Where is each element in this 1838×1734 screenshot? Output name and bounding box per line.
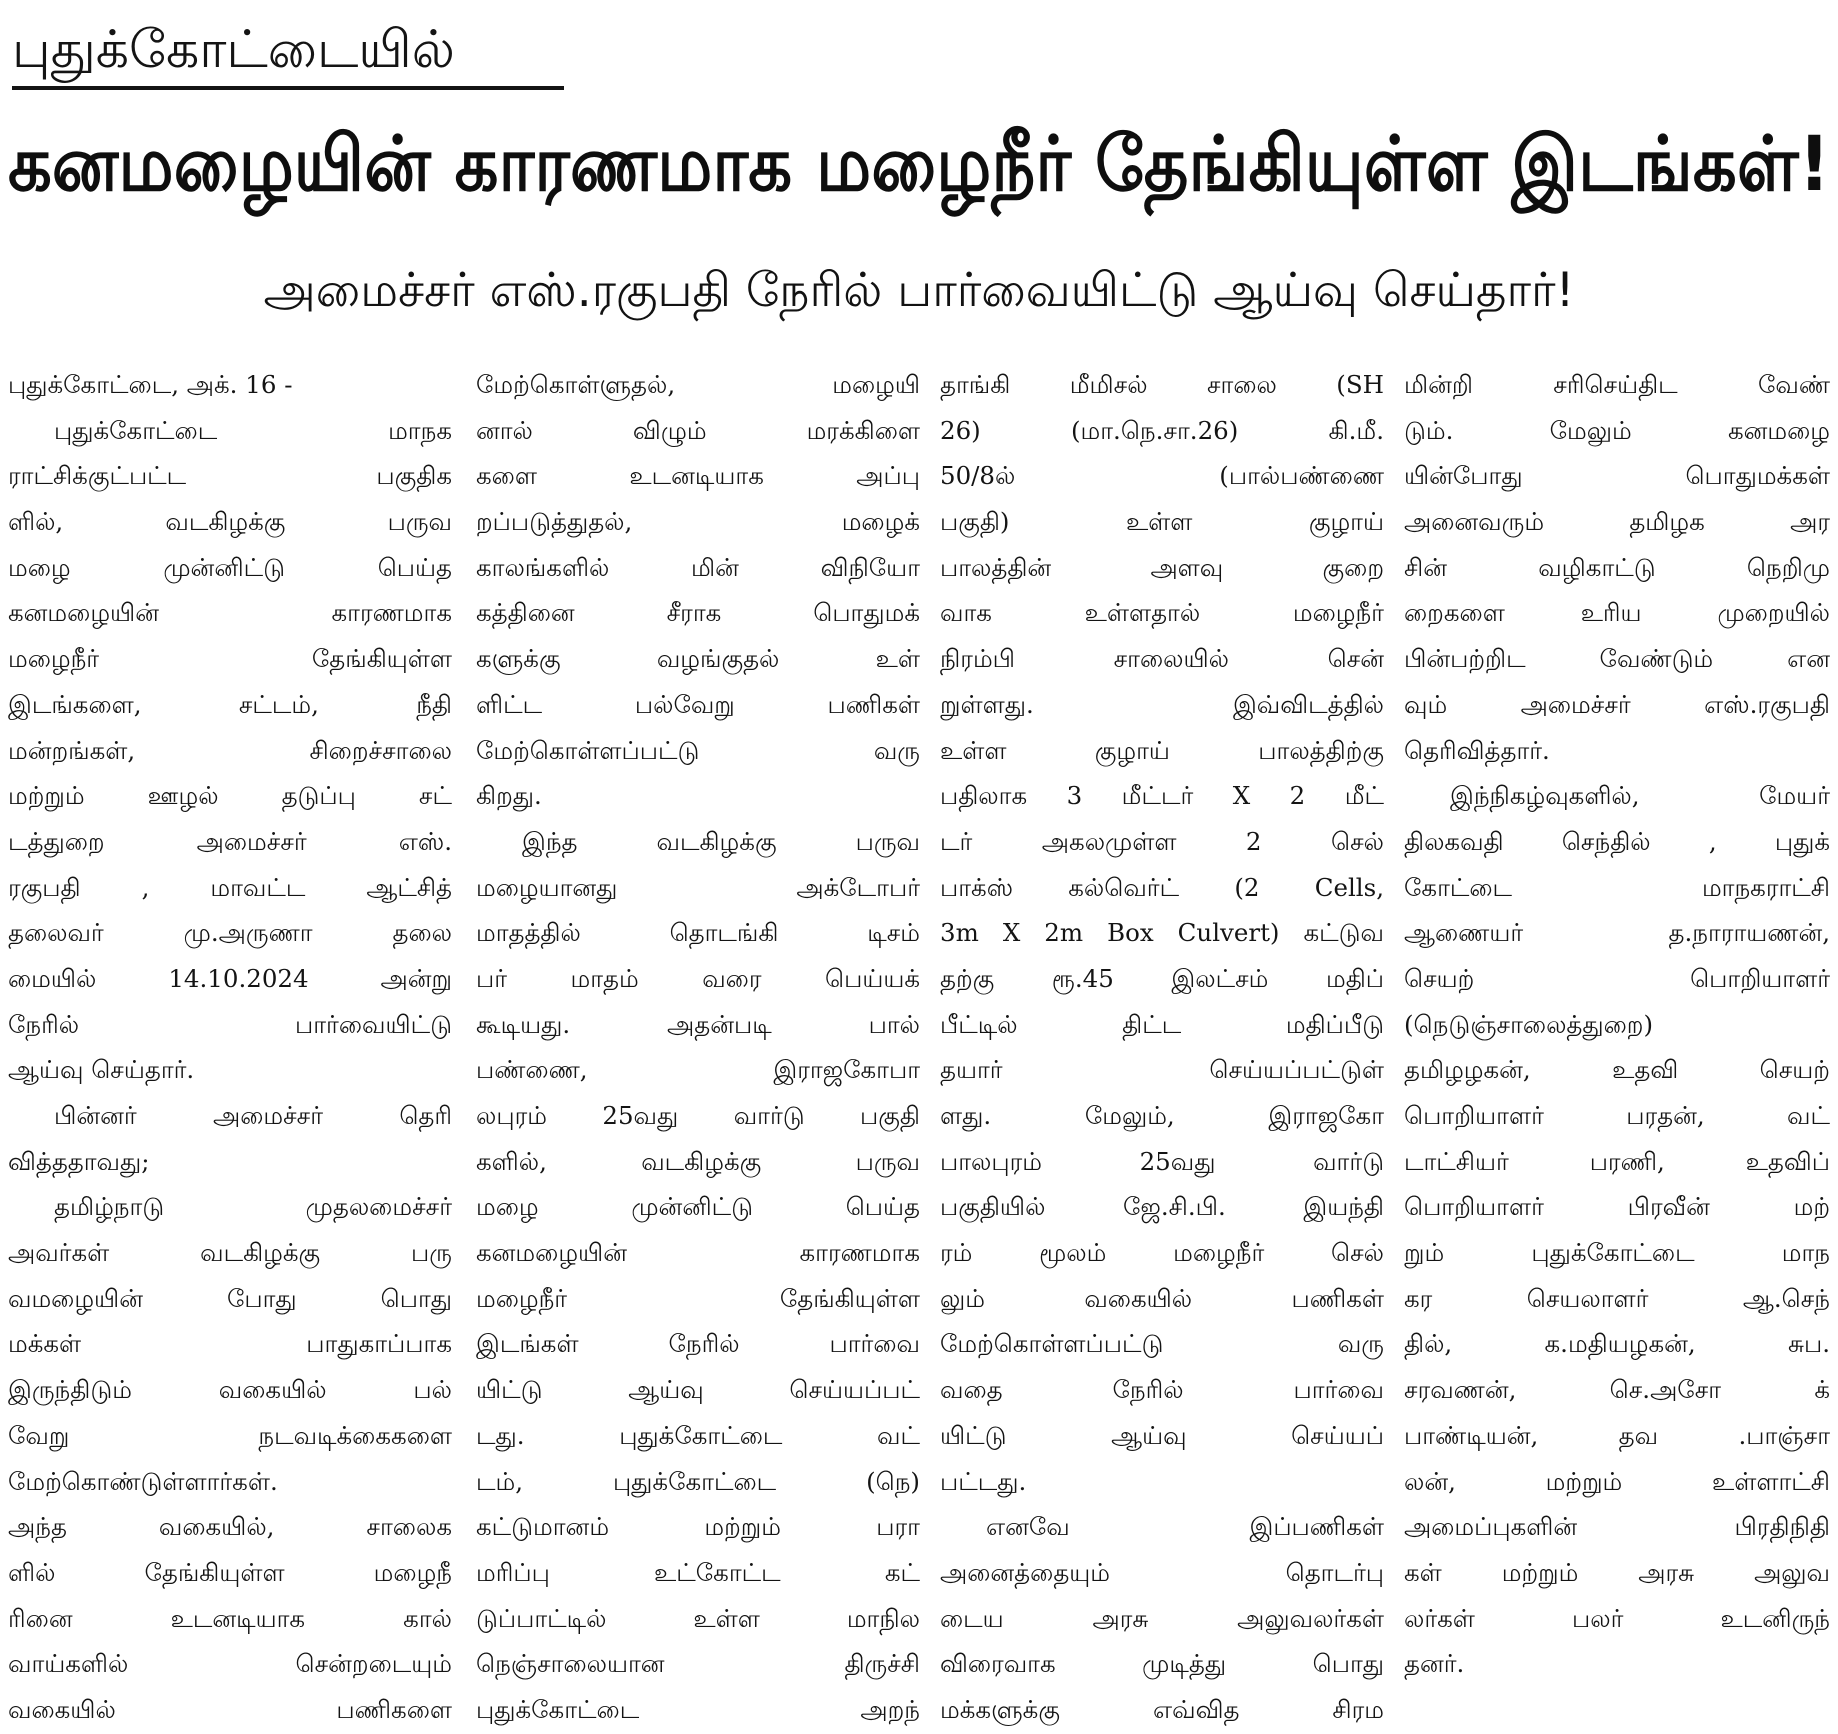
article-line: சரவணன், செ.அசோ க் — [1404, 1375, 1830, 1405]
article-line: வித்ததாவது; — [8, 1146, 150, 1176]
article-line: மேற்கொள்ளப்பட்டு வரு — [476, 735, 920, 765]
article-line: மன்றங்கள், சிறைச்சாலை — [8, 735, 452, 765]
article-line: 3m X 2m Box Culvert) கட்டுவ — [940, 918, 1384, 948]
article-line: எனவே இப்பணிகள் — [986, 1512, 1384, 1542]
article-line: தில், க.மதியழகன், சுப. — [1404, 1329, 1830, 1359]
article-line: லும் வகையில் பணிகள் — [940, 1283, 1384, 1313]
article-line: பொறியாளர் பரதன், வட் — [1404, 1101, 1830, 1130]
article-column-3 — [940, 362, 1384, 1734]
article-line: ளிட்ட பல்வேறு பணிகள் — [476, 689, 920, 719]
article-line: அனைவரும் தமிழக அர — [1404, 507, 1830, 537]
article-line: தலைவர் மு.அருணா தலை — [8, 918, 452, 948]
article-line: மக்கள் பாதுகாப்பாக — [8, 1329, 452, 1359]
article-line: கனமழையின் காரணமாக — [8, 598, 452, 628]
article-line: றைகளை உரிய முறையில் — [1404, 598, 1830, 628]
article-line: யிட்டு ஆய்வு செய்யப்பட் — [476, 1375, 920, 1405]
article-line: லர்கள் பலர் உடனிருந் — [1404, 1603, 1830, 1633]
article-line: ரினை உடனடியாக கால் — [8, 1603, 452, 1633]
article-line: பாண்டியன், தவ .பாஞ்சா — [1404, 1420, 1830, 1450]
article-line: மாதத்தில் தொடங்கி டிசம் — [476, 918, 920, 948]
article-line: களுக்கு வழங்குதல் உள் — [476, 644, 920, 674]
article-line: புதுக்கோட்டை மாநக — [54, 415, 452, 445]
article-column-4 — [1404, 362, 1830, 1734]
article-line: மழைநீர் தேங்கியுள்ள — [8, 644, 452, 674]
article-line: றப்படுத்துதல், மழைக் — [476, 507, 920, 537]
article-line: நெஞ்சாலையான திருச்சி — [476, 1649, 920, 1679]
article-line: புதுக்கோட்டை அறந் — [476, 1694, 920, 1724]
article-line: மரிப்பு உட்கோட்ட கட் — [476, 1557, 920, 1587]
article-line: மேற்கொள்ளுதல், மழையி — [476, 370, 920, 399]
article-line: கட்டுமானம் மற்றும் பரா — [476, 1512, 920, 1542]
article-line: விரைவாக முடித்து பொது — [940, 1649, 1384, 1679]
article-line: வாக உள்ளதால் மழைநீர் — [940, 598, 1384, 628]
article-line: இடங்களை, சட்டம், நீதி — [8, 689, 452, 719]
article-line: சின் வழிகாட்டு நெறிமு — [1404, 552, 1830, 582]
article-line: தற்கு ரூ.45 இலட்சம் மதிப் — [940, 963, 1384, 993]
article-line: பதிலாக 3 மீட்டர் X 2 மீட் — [940, 781, 1384, 811]
article-line: பகுதி) உள்ள குழாய் — [940, 507, 1384, 537]
article-line: இடங்கள் நேரில் பார்வை — [476, 1329, 920, 1359]
article-line: ளில், வடகிழக்கு பருவ — [8, 507, 452, 537]
article-line: மக்களுக்கு எவ்வித சிரம — [940, 1694, 1384, 1724]
article-column-1 — [8, 362, 452, 1734]
headline: கனமழையின் காரணமாக மழைநீர் தேங்கியுள்ள இடங்கள்! — [8, 119, 1830, 208]
article-line: ரகுபதி , மாவட்ட ஆட்சித் — [8, 872, 452, 902]
article-line: டுப்பாட்டில் உள்ள மாநில — [476, 1603, 920, 1633]
article-line: டது. புதுக்கோட்டை வட் — [476, 1420, 920, 1450]
article-line: மேற்கொள்ளப்பட்டு வரு — [940, 1329, 1384, 1359]
article-line: புதுக்கோட்டை, அக். 16 - — [8, 370, 293, 399]
article-line: ரம் மூலம் மழைநீர் செல் — [940, 1238, 1384, 1268]
article-line: பர் மாதம் வரை பெய்யக் — [476, 963, 920, 993]
article-line: பின்பற்றிட வேண்டும் என — [1404, 644, 1830, 674]
article-line: டர் அகலமுள்ள 2 செல் — [940, 826, 1384, 856]
article-line: இந்த வடகிழக்கு பருவ — [522, 826, 920, 856]
article-line: பட்டது. — [940, 1466, 1027, 1496]
article-line: களில், வடகிழக்கு பருவ — [476, 1146, 920, 1176]
article-line: பாக்ஸ் கல்வெர்ட் (2 Cells, — [940, 872, 1384, 902]
article-line: பீட்டில் திட்ட மதிப்பீடு — [940, 1009, 1384, 1039]
article-line: னால் விழும் மரக்கிளை — [476, 415, 920, 445]
article-line: கனமழையின் காரணமாக — [476, 1238, 920, 1268]
article-line: அமைப்புகளின் பிரதிநிதி — [1404, 1512, 1830, 1542]
article-line: பாலத்தின் அளவு குறை — [940, 552, 1384, 582]
article-line: மழையானது அக்டோபர் — [476, 872, 920, 902]
article-line: டத்துறை அமைச்சர் எஸ். — [8, 826, 452, 856]
article-line: கோட்டை மாநகராட்சி — [1404, 872, 1830, 902]
article-line: வகையில் பணிகளை — [8, 1694, 452, 1724]
article-line: ளில் தேங்கியுள்ள மழைநீ — [8, 1557, 452, 1587]
article-line: தனர். — [1404, 1649, 1465, 1679]
article-line: வதை நேரில் பார்வை — [940, 1375, 1384, 1405]
article-line: உள்ள குழாய் பாலத்திற்கு — [940, 735, 1384, 765]
article-line: கிறது. — [476, 781, 542, 811]
article-line: டம், புதுக்கோட்டை (நெ) — [476, 1466, 920, 1496]
article-line: ஆணையர் த.நாராயணன், — [1404, 918, 1830, 948]
article-line: யிட்டு ஆய்வு செய்யப் — [940, 1420, 1384, 1450]
article-line: யின்போது பொதுமக்கள் — [1404, 461, 1830, 491]
article-line: 26) (மா.நெ.சா.26) கி.மீ. — [940, 415, 1384, 445]
article-line: மழை முன்னிட்டு பெய்த — [476, 1192, 920, 1222]
article-line: கூடியது. அதன்படி பால் — [476, 1009, 920, 1039]
article-line: டாட்சியர் பரணி, உதவிப் — [1404, 1146, 1830, 1176]
article-line: மேற்கொண்டுள்ளார்கள். — [8, 1466, 278, 1496]
article-line: அனைத்தையும் தொடர்பு — [940, 1557, 1384, 1587]
kicker-underline — [12, 86, 564, 90]
article-line: காலங்களில் மின் விநியோ — [476, 552, 920, 582]
article-line: பாலபுரம் 25வது வார்டு — [940, 1146, 1384, 1176]
article-column-2 — [476, 362, 920, 1734]
article-line: வாய்களில் சென்றடையும் — [8, 1649, 452, 1679]
article-line: பின்னர் அமைச்சர் தெரி — [54, 1101, 452, 1130]
article-line: நேரில் பார்வையிட்டு — [8, 1009, 452, 1039]
article-line: டும். மேலும் கனமழை — [1404, 415, 1830, 445]
article-line: ராட்சிக்குட்பட்ட பகுதிக — [8, 461, 452, 491]
article-line: லபுரம் 25வது வார்டு பகுதி — [476, 1101, 920, 1130]
article-line: வேறு நடவடிக்கைகளை — [8, 1420, 452, 1450]
article-line: தாங்கி மீமிசல் சாலை (SH — [940, 370, 1384, 399]
article-line: கள் மற்றும் அரசு அலுவ — [1404, 1557, 1830, 1587]
article-line: மழை முன்னிட்டு பெய்த — [8, 552, 452, 582]
article-line: அந்த வகையில், சாலைக — [8, 1512, 452, 1542]
article-line: பகுதியில் ஜே.சி.பி. இயந்தி — [940, 1192, 1384, 1222]
article-line: வும் அமைச்சர் எஸ்.ரகுபதி — [1404, 689, 1830, 719]
article-line: திலகவதி செந்தில் , புதுக் — [1404, 826, 1830, 856]
article-line: இருந்திடும் வகையில் பல் — [8, 1375, 452, 1405]
article-line: பண்ணை, இராஜகோபா — [476, 1055, 920, 1085]
article-line: டைய அரசு அலுவலர்கள் — [940, 1603, 1384, 1633]
article-line: கர செயலாளர் ஆ.செந் — [1404, 1283, 1830, 1313]
article-line: தமிழழகன், உதவி செயற் — [1404, 1055, 1830, 1085]
article-line: மையில் 14.10.2024 அன்று — [8, 963, 452, 993]
article-line: (நெடுஞ்சாலைத்துறை) — [1404, 1009, 1654, 1039]
article-line: றுள்ளது. இவ்விடத்தில் — [940, 689, 1384, 719]
article-line: லன், மற்றும் உள்ளாட்சி — [1404, 1466, 1830, 1496]
article-line: 50/8ல் (பால்பண்ணை — [940, 461, 1384, 491]
article-line: பொறியாளர் பிரவீன் மற் — [1404, 1192, 1830, 1222]
article-line: நிரம்பி சாலையில் சென் — [940, 644, 1384, 674]
article-line: இந்நிகழ்வுகளில், மேயர் — [1450, 781, 1830, 811]
article-line: தமிழ்நாடு முதலமைச்சர் — [54, 1192, 452, 1222]
article-line: மற்றும் ஊழல் தடுப்பு சட் — [8, 781, 452, 811]
article-line: தயார் செய்யப்பட்டுள் — [940, 1055, 1384, 1085]
article-line: தெரிவித்தார். — [1404, 735, 1550, 765]
article-line: ஆய்வு செய்தார். — [8, 1055, 195, 1085]
article-line: கத்தினை சீராக பொதுமக் — [476, 598, 920, 628]
article-line: மழைநீர் தேங்கியுள்ள — [476, 1283, 920, 1313]
subheadline: அமைச்சர் எஸ்.ரகுபதி நேரில் பார்வையிட்டு ஆய்வு செய்தார்! — [263, 263, 1575, 318]
article-line: வமழையின் போது பொது — [8, 1283, 452, 1313]
article-line: களை உடனடியாக அப்பு — [476, 461, 920, 491]
article-line: செயற் பொறியாளர் — [1404, 963, 1830, 993]
article-line: அவர்கள் வடகிழக்கு பரு — [8, 1238, 452, 1268]
kicker: புதுக்கோட்டையில் — [12, 20, 455, 80]
article-line: மின்றி சரிசெய்திட வேண் — [1404, 370, 1830, 399]
article-line: றும் புதுக்கோட்டை மாந — [1404, 1238, 1830, 1268]
article-line: ளது. மேலும், இராஜகோ — [940, 1101, 1384, 1130]
